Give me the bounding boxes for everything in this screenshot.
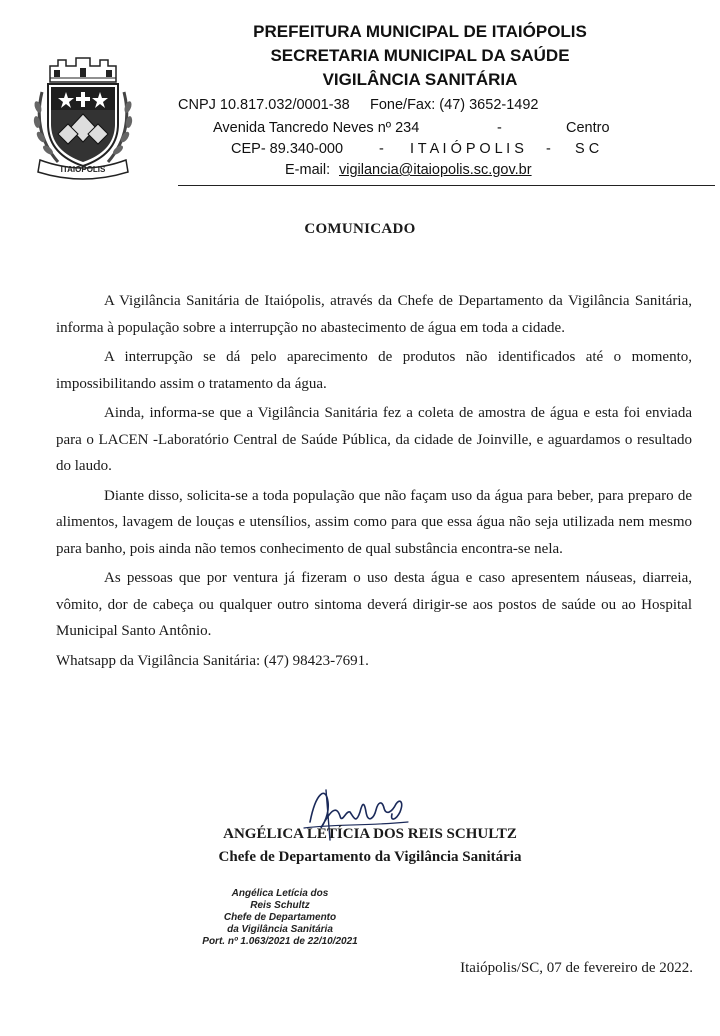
paragraph: Diante disso, solicita-se a toda população que não façam uso da água para beber, para preparo de alimentos, lavagem de louças e utensílios, assim como para que essa água não seja utilizada nem mesmo para banho, pois ainda não temos conhecimento de qual substância encontra-se nela.: [56, 487, 692, 557]
document-date: Itaiópolis/SC, 07 de fevereiro de 2022.: [460, 960, 693, 976]
stamp-line: Angélica Letícia dos: [231, 888, 329, 899]
header-dash: -: [497, 120, 502, 136]
header-cep: CEP- 89.340-000: [231, 141, 344, 157]
header-line-secretaria: SECRETARIA MUNICIPAL DA SAÚDE: [270, 46, 570, 65]
header-phone: Fone/Fax: (47) 3652-1492: [370, 97, 539, 113]
paragraph: As pessoas que por ventura já fizeram o uso desta água e caso apresentem náuseas, diarreia, vômito, dor de cabeça ou qualquer outro sintoma deverá dirigir-se aos postos de saúde ou ao Hospital Municipal Santo Antônio.: [56, 570, 692, 639]
document-title: COMUNICADO: [304, 221, 416, 237]
official-stamp: [180, 888, 380, 948]
header-email-link[interactable]: vigilancia@itaiopolis.sc.gov.br: [339, 162, 532, 178]
crest-ribbon-text: ITAIOPOLIS: [60, 165, 106, 174]
header-email-label: E-mail:: [285, 162, 331, 178]
paragraph: A interrupção se dá pelo aparecimento de produtos não identificados até o momento, impossibilitando assim o tratamento da água.: [56, 349, 692, 392]
letterhead: [0, 0, 720, 190]
header-cnpj: CNPJ 10.817.032/0001-38: [178, 97, 350, 113]
header-dash: -: [379, 141, 384, 157]
signatory-role: Chefe de Departamento da Vigilância Sanitária: [218, 849, 522, 865]
header-address: Avenida Tancredo Neves nº 234: [213, 120, 420, 136]
signatory-name: ANGÉLICA LETÍCIA DOS REIS SCHULTZ: [223, 826, 517, 842]
stamp-line: Chefe de Departamento: [223, 912, 337, 923]
document-body: [56, 288, 692, 677]
header-state: S C: [575, 141, 600, 157]
header-line-prefeitura: PREFEITURA MUNICIPAL DE ITAIÓPOLIS: [253, 22, 587, 41]
paragraph: Ainda, informa-se que a Vigilância Sanitária fez a coleta de amostra de água e esta foi enviada para o LACEN -Laboratório Central de Saúde Pública, da cidade de Joinville, e aguardamos o resultado do laudo.: [56, 405, 692, 474]
stamp-line: Port. nº 1.063/2021 de 22/10/2021: [202, 936, 358, 947]
whatsapp-contact: Whatsapp da Vigilância Sanitária: (47) 98423-7691.: [56, 652, 369, 669]
stamp-line: Reis Schultz: [250, 900, 310, 911]
header-dash: -: [546, 141, 551, 157]
stamp-line: da Vigilância Sanitária: [227, 924, 333, 935]
header-divider: [178, 185, 715, 186]
header-city: I T A I Ó P O L I S: [410, 141, 524, 157]
municipal-crest-icon: [28, 52, 138, 180]
paragraph: A Vigilância Sanitária de Itaiópolis, através da Chefe de Departamento da Vigilância Sanitária, informa à população sobre a interrupção no abastecimento de água em toda a cidade.: [56, 293, 692, 336]
header-district: Centro: [566, 120, 610, 136]
header-line-vigilancia: VIGILÂNCIA SANITÁRIA: [322, 70, 518, 89]
